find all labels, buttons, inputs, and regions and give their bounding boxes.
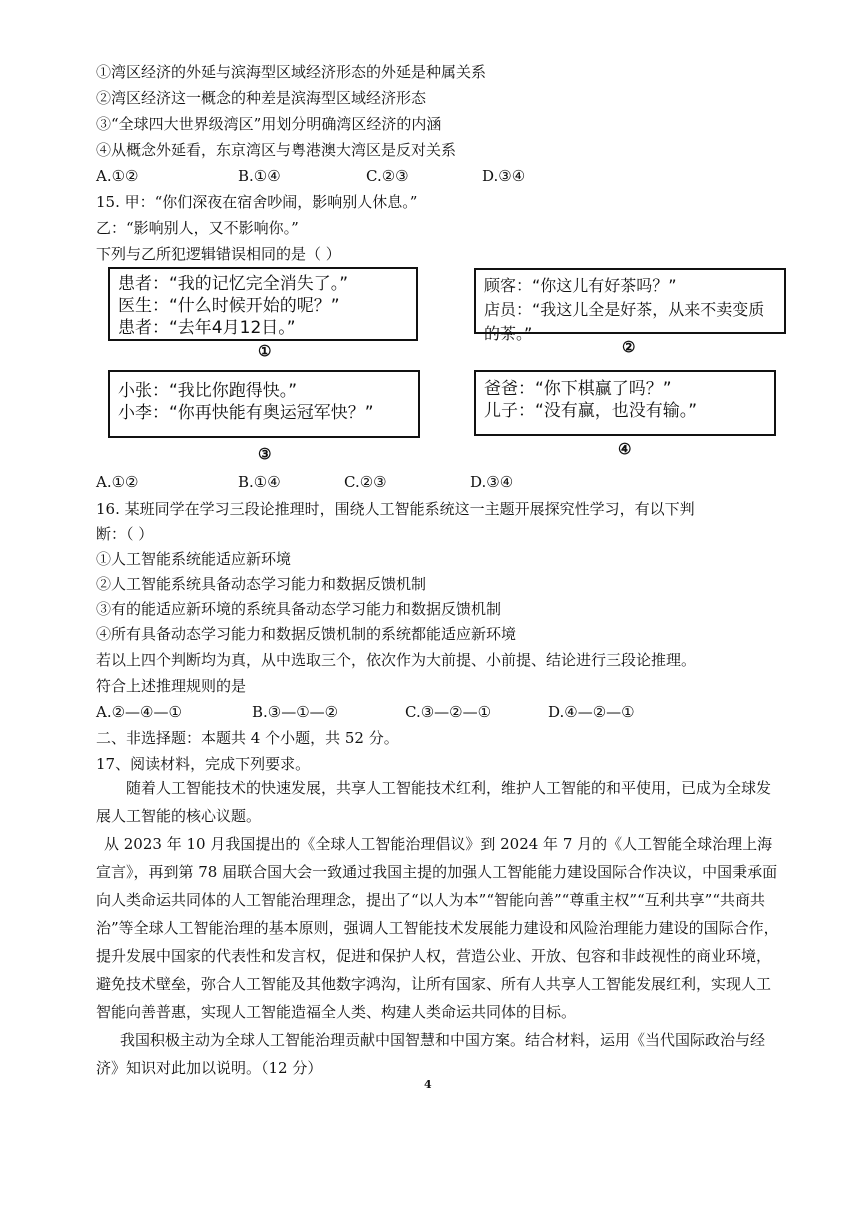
q14-statement-4: ④从概念外延看，东京湾区与粤港澳大湾区是反对关系 (96, 141, 457, 159)
box3-line-1: 小张：“我比你跑得快。” (118, 381, 298, 401)
page-number: 4 (424, 1078, 432, 1091)
box1-caption: ① (258, 342, 272, 360)
q14-option-a: A.①② (96, 167, 139, 185)
box4-line-1: 爸爸：“你下棋赢了吗？” (484, 379, 672, 399)
q16-statement-3: ③有的能适应新环境的系统具备动态学习能力和数据反馈机制 (96, 600, 502, 618)
q14-statement-2: ②湾区经济这一概念的种差是滨海型区域经济形态 (96, 89, 427, 107)
box2-caption: ② (622, 338, 636, 356)
box1-line-2: 医生：“什么时候开始的呢？” (118, 296, 340, 316)
q16-option-d: D.④—②—① (548, 703, 635, 721)
q15-option-d: D.③④ (470, 473, 514, 491)
q16-option-a: A.②—④—① (96, 703, 182, 721)
box3-line-2: 小李：“你再快能有奥运冠军快？” (118, 403, 374, 423)
q16-line-2: 断：（ ） (96, 525, 154, 543)
q16-option-c: C.③—②—① (405, 703, 492, 721)
q16-option-b: B.③—①—② (252, 703, 339, 721)
dialogue-box-4 (474, 370, 776, 436)
q17-paragraph-2: 从 2023 年 10 月我国提出的《全球人工智能治理倡议》到 2024 年 7 月的《人工智能全球治理上海宣言》，再到第 78 届联合国大会一致通过我国主提的加强人工智能能力建设国际合作决议，中国秉承面向人类命运共同体的人工智能治理理念，提出了“以人为本”“智能向善”“尊重主权”“互利共享”“共商共治”等全球人工智能治理的基本原则，强调人工智能技术发展能力建设和风险治理能力建设的国际合作，提升发展中国家的代表性和发言权，促进和保护人权，营造公业、开放、包容和非歧视性的商业环境，避免技术壁垒，弥合人工智能及其他数字鸿沟，让所有国家、所有人共享人工智能发展红利，实现人工智能向善普惠，实现人工智能造福全人类、构建人类命运共同体的目标。 (96, 835, 779, 1021)
q16-statement-4: ④所有具备动态学习能力和数据反馈机制的系统都能适应新环境 (96, 625, 517, 643)
box4-caption: ④ (618, 440, 632, 458)
q16-line-1: 16. 某班同学在学习三段论推理时，围绕人工智能系统这一主题开展探究性学习，有以下判 (96, 500, 695, 518)
q17-paragraph-3: 我国积极主动为全球人工智能治理贡献中国智慧和中国方案。结合材料，运用《当代国际政治与经济》知识对此加以说明。（12 分） (96, 1031, 766, 1077)
dialogue-box-2 (474, 268, 786, 343)
box4-line-2: 儿子：“没有赢，也没有输。” (484, 401, 698, 421)
box3-caption: ③ (258, 445, 272, 463)
box2-line-1: 顾客：“你这儿有好茶吗？” (484, 276, 677, 295)
box2-line-2: 店员：“我这儿全是好茶，从来不卖变质的茶。” (484, 300, 765, 343)
q15-line-1: 15. 甲：“你们深夜在宿舍吵闹，影响别人休息。” (96, 193, 418, 211)
box1-line-3: 患者：“去年4月12日。” (118, 318, 296, 338)
q15-option-a: A.①② (96, 473, 139, 491)
q15-prompt: 下列与乙所犯逻辑错误相同的是（ ） (96, 245, 341, 263)
q14-statement-1: ①湾区经济的外延与滨海型区域经济形态的外延是种属关系 (96, 63, 487, 81)
dialogue-box-3 (108, 370, 420, 438)
q15-option-c: C.②③ (344, 473, 387, 491)
q15-line-2: 乙：“影响别人，又不影响你。” (96, 219, 299, 237)
q16-task-2: 符合上述推理规则的是 (96, 677, 247, 695)
q17-paragraph-1: 随着人工智能技术的快速发展，共享人工智能技术红利，维护人工智能的和平使用，已成为全球发展人工智能的核心议题。 (96, 779, 772, 825)
section-2-heading: 二、非选择题：本题共 4 个小题，共 52 分。 (96, 729, 399, 747)
q14-option-c: C.②③ (366, 167, 409, 185)
q17-heading: 17、阅读材料，完成下列要求。 (96, 755, 311, 773)
q14-option-b: B.①④ (238, 167, 281, 185)
q16-task-1: 若以上四个判断均为真，从中选取三个，依次作为大前提、小前提、结论进行三段论推理。 (96, 651, 697, 669)
dialogue-box-1 (108, 267, 418, 341)
q14-option-d: D.③④ (482, 167, 526, 185)
q16-statement-2: ②人工智能系统具备动态学习能力和数据反馈机制 (96, 575, 427, 593)
q15-option-b: B.①④ (238, 473, 281, 491)
q16-statement-1: ①人工智能系统能适应新环境 (96, 550, 292, 568)
q14-statement-3: ③“全球四大世界级湾区”用划分明确湾区经济的内涵 (96, 115, 442, 133)
box1-line-1: 患者：“我的记忆完全消失了。” (118, 274, 349, 294)
